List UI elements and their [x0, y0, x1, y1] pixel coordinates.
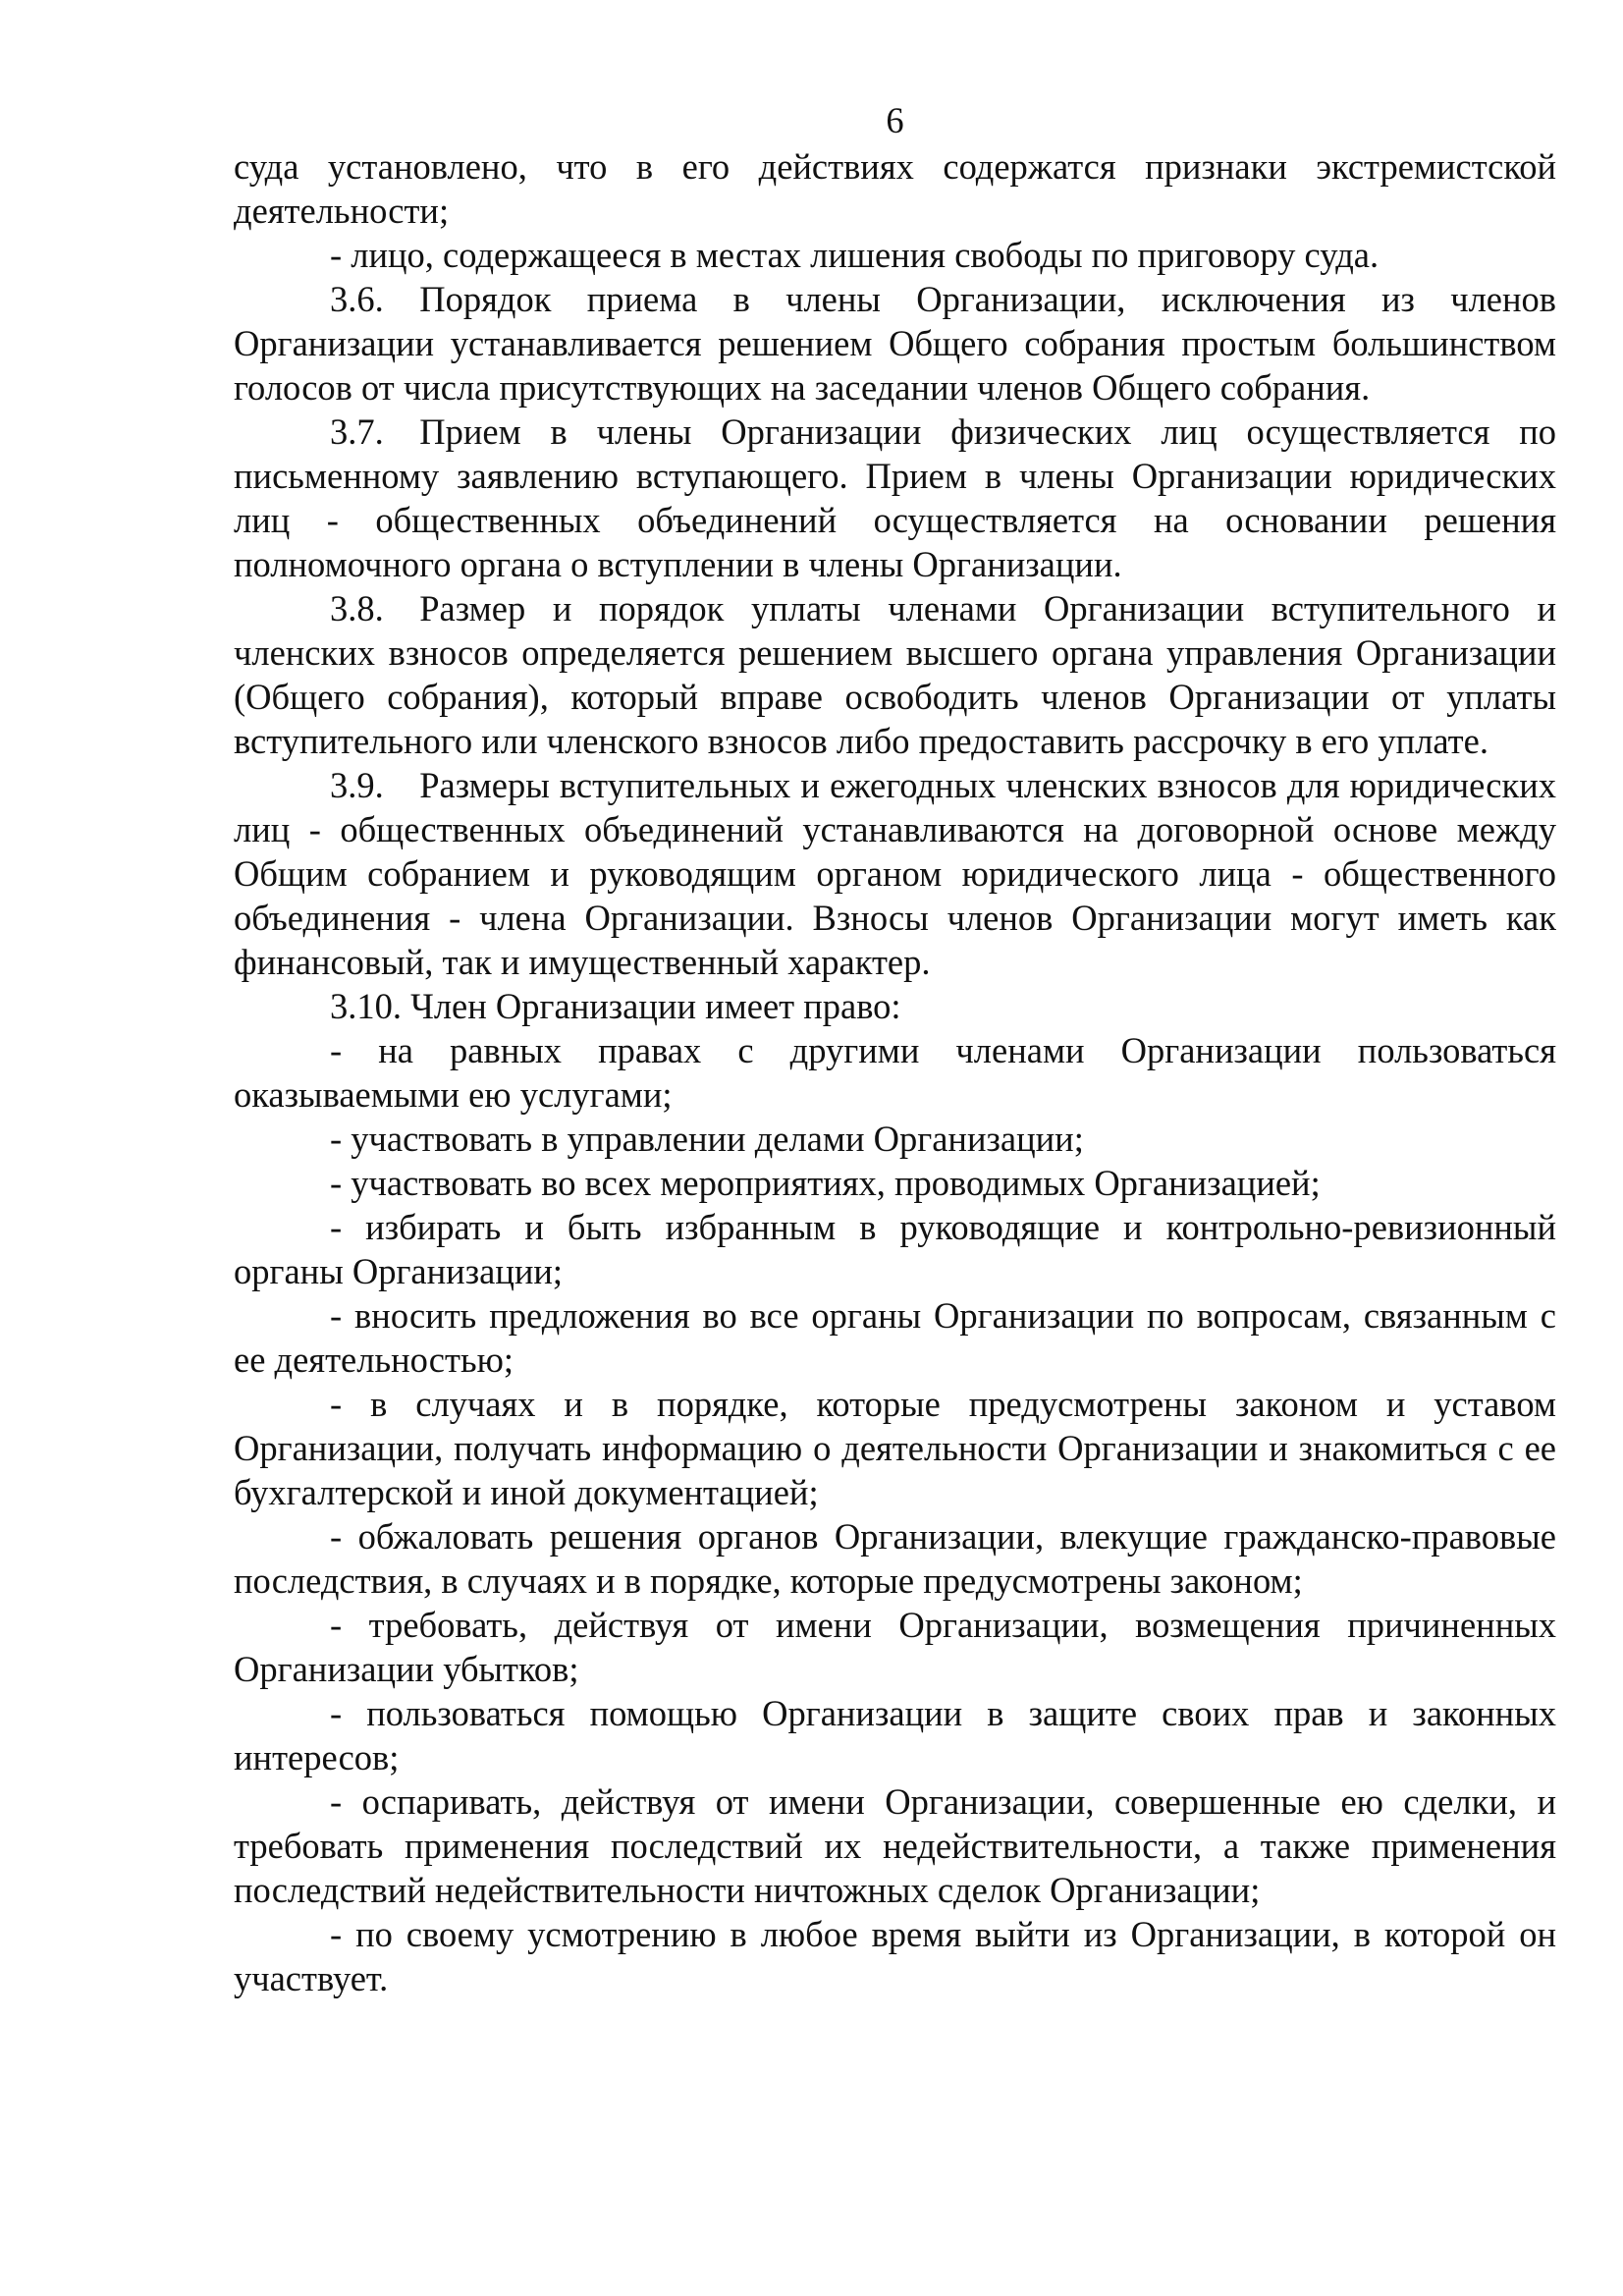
paragraph: 3.6. Порядок приема в члены Организации, исключения из членов Организации устанавливается решением Общего собрания простым большинством голосов от числа присутствующих на заседании членов Общего собрания.	[234, 279, 1556, 408]
paragraph: - лицо, содержащееся в местах лишения свободы по приговору суда.	[330, 235, 1380, 275]
paragraph: - по своему усмотрению в любое время выйти из Организации, в которой он участвует.	[234, 1914, 1556, 1998]
paragraph: - участвовать в управлении делами Организации;	[330, 1119, 1084, 1159]
document-page	[234, 98, 1556, 2000]
paragraph: - участвовать во всех мероприятиях, проводимых Организацией;	[330, 1163, 1321, 1203]
paragraph: 3.9. Размеры вступительных и ежегодных членских взносов для юридических лиц - общественных объединений устанавливаются на договорной основе между Общим собранием и руководящим органом юридического лица - общественного объединения - члена Организации. Взносы членов Организации могут иметь как финансовый, так и имущественный характер.	[234, 765, 1556, 982]
paragraph: - вносить предложения во все органы Организации по вопросам, связанным с ее деятельностью;	[234, 1295, 1556, 1380]
paragraph: - на равных правах с другими членами Организации пользоваться оказываемыми ею услугами;	[234, 1030, 1556, 1115]
paragraph: - избирать и быть избранным в руководящие и контрольно-ревизионный органы Организации;	[234, 1207, 1556, 1291]
document-body	[234, 144, 1556, 2000]
paragraph: - требовать, действуя от имени Организации, возмещения причиненных Организации убытков;	[234, 1605, 1556, 1689]
paragraph: - оспаривать, действуя от имени Организации, совершенные ею сделки, и требовать применения последствий их недействительности, а также применения последствий недействительности ничтожных сделок Организации;	[234, 1781, 1556, 1910]
paragraph: 3.7. Прием в члены Организации физических лиц осуществляется по письменному заявлению вступающего. Прием в члены Организации юридических лиц - общественных объединений осуществляется на основании решения полномочного органа о вступлении в члены Организации.	[234, 411, 1556, 584]
paragraph: суда установлено, что в его действиях содержатся признаки экстремистской деятельности;	[234, 146, 1556, 231]
paragraph: - пользоваться помощью Организации в защите своих прав и законных интересов;	[234, 1693, 1556, 1777]
paragraph: 3.8. Размер и порядок уплаты членами Организации вступительного и членских взносов определяется решением высшего органа управления Организации (Общего собрания), который вправе освободить членов Организации от уплаты вступительного или членского взносов либо предоставить рассрочку в его уплате.	[234, 588, 1556, 761]
paragraph: 3.10. Член Организации имеет право:	[330, 986, 901, 1026]
page-number: 6	[886, 100, 904, 140]
paragraph: - обжаловать решения органов Организации, влекущие гражданско-правовые последствия, в случаях и в порядке, которые предусмотрены законом;	[234, 1516, 1556, 1601]
paragraph: - в случаях и в порядке, которые предусмотрены законом и уставом Организации, получать информацию о деятельности Организации и знакомиться с ее бухгалтерской и иной документацией;	[234, 1384, 1556, 1512]
